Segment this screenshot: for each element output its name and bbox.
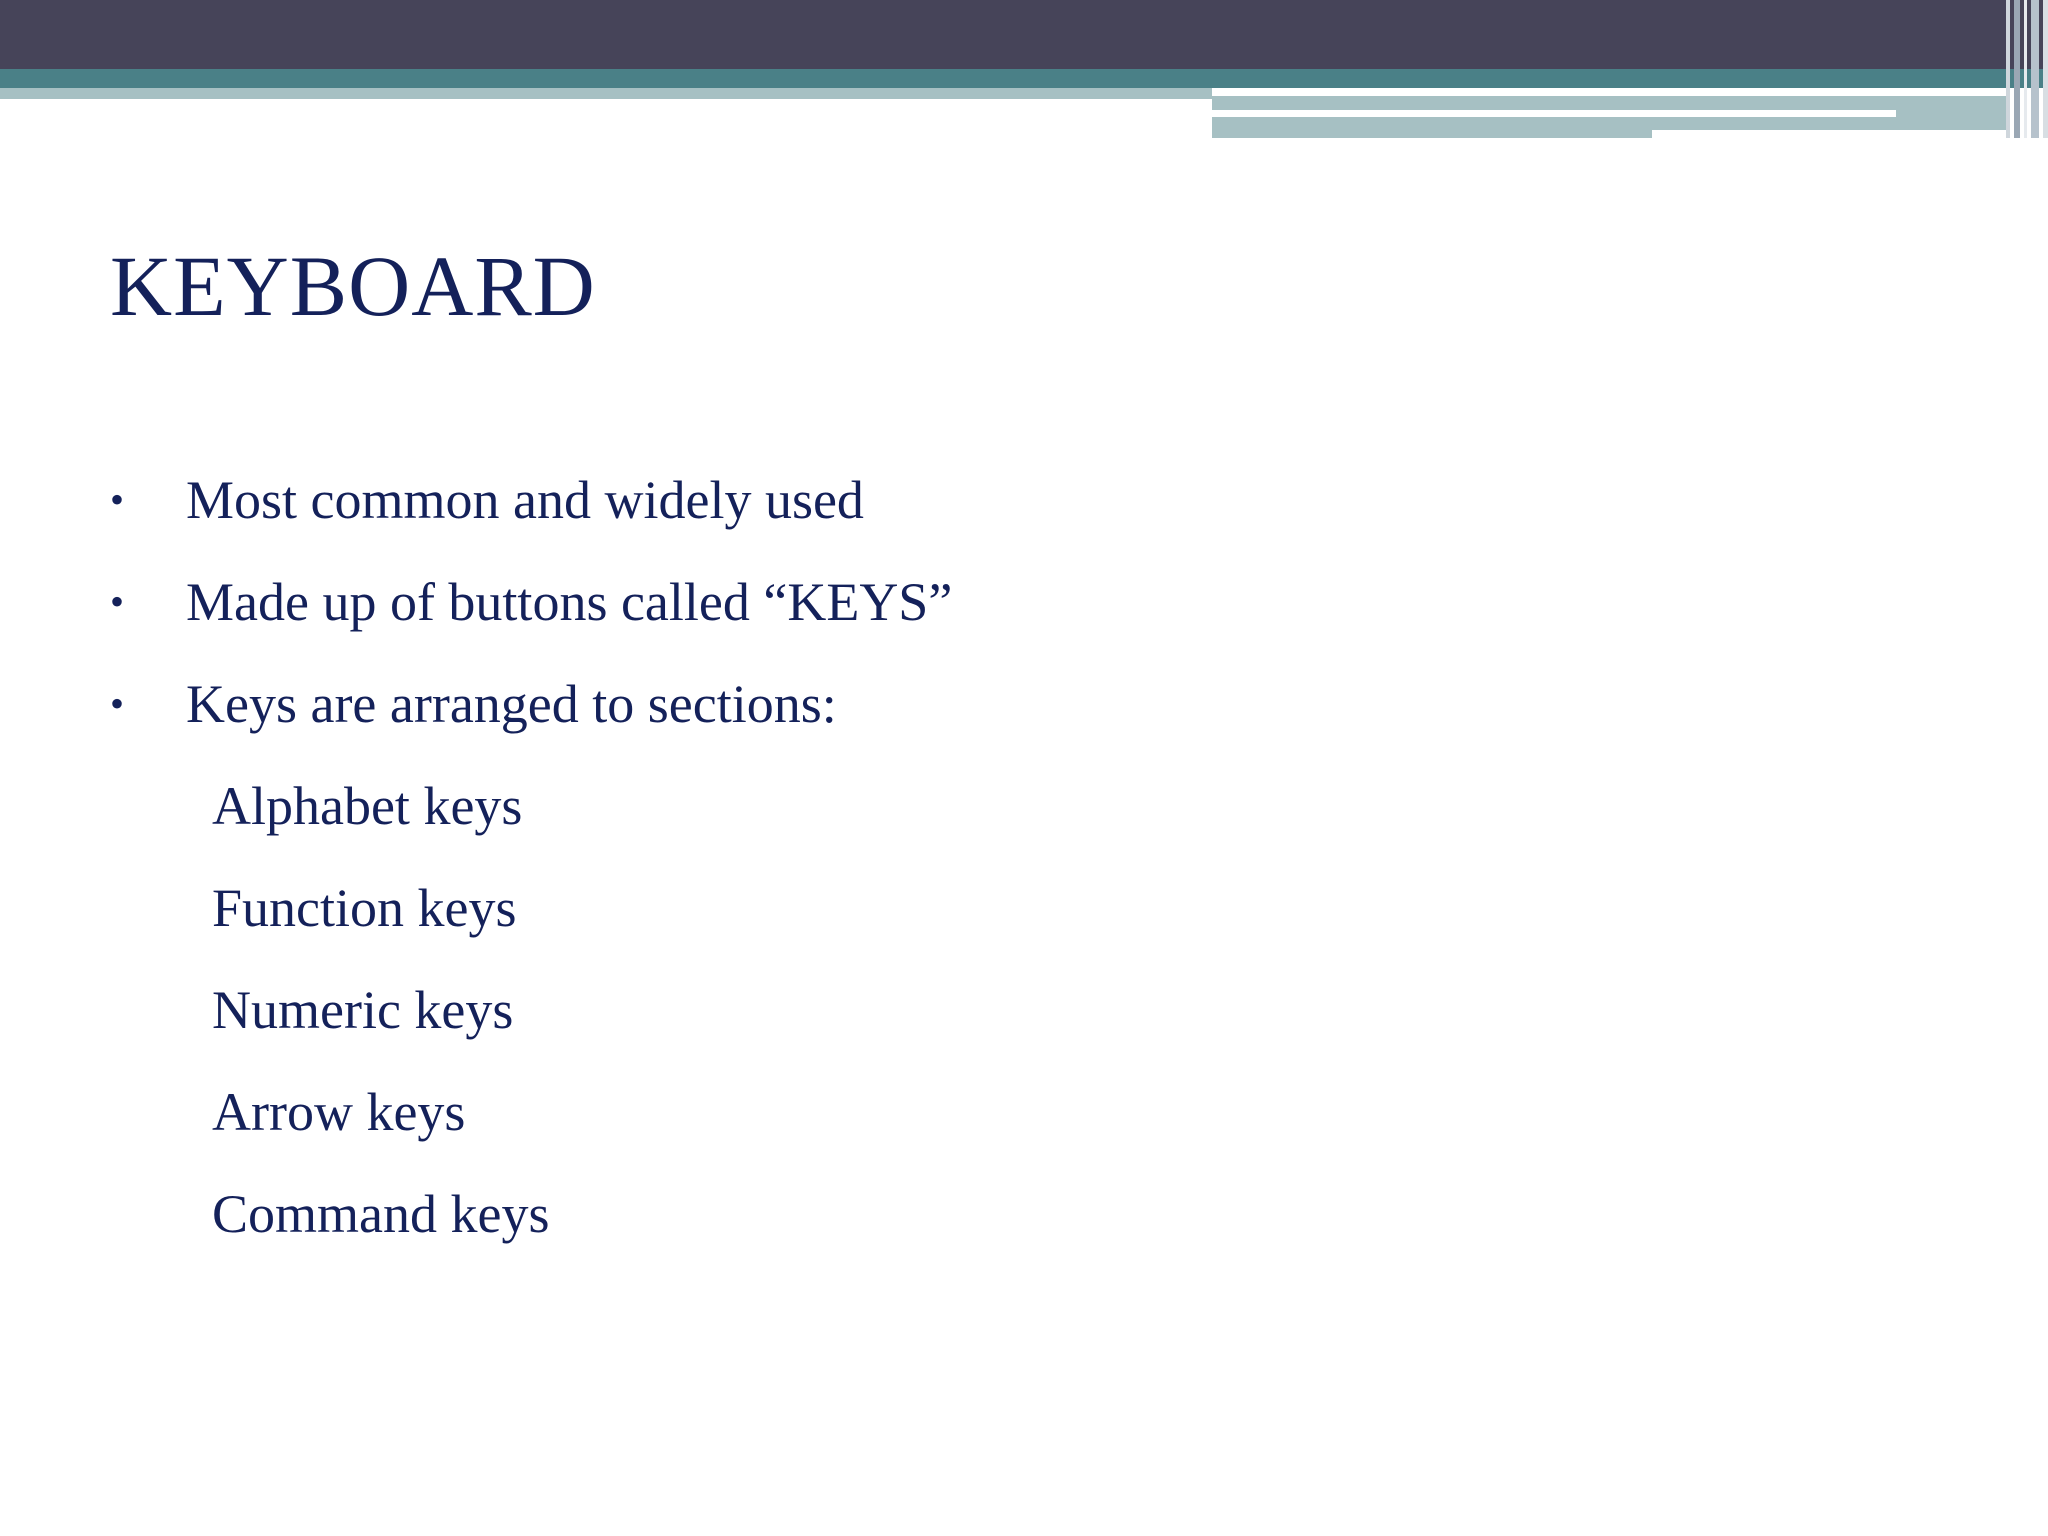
slide-title: KEYBOARD <box>110 238 596 334</box>
bullet-item <box>110 460 1910 562</box>
bullet-text: Most common and widely used <box>186 470 864 530</box>
stripe <box>2014 0 2020 138</box>
header-band-light-left <box>0 88 1212 99</box>
bullet-marker: • <box>110 681 125 726</box>
subitem-function-keys: Function keys <box>212 878 517 938</box>
stripe <box>2024 0 2027 138</box>
slide-content <box>110 460 1910 1276</box>
header-stripes <box>1988 0 2048 138</box>
bullet-marker: • <box>110 579 125 624</box>
stripe <box>2031 0 2039 138</box>
bullet-text: Keys are arranged to sections: <box>186 674 837 734</box>
stripe <box>2043 0 2048 138</box>
bullet-list <box>110 460 1910 766</box>
bullet-text: Made up of buttons called “KEYS” <box>186 572 953 632</box>
header-band-teal <box>0 69 2048 88</box>
bullet-item <box>110 664 1910 766</box>
header-band-light-notch <box>1212 130 1652 138</box>
stripe <box>2006 0 2010 138</box>
subitem-list <box>110 766 1910 1276</box>
header-white-line <box>1212 110 1896 117</box>
subitem-alphabet-keys: Alphabet keys <box>212 776 523 836</box>
subitem-arrow-keys: Arrow keys <box>212 1082 466 1142</box>
subitem-numeric-keys: Numeric keys <box>212 980 514 1040</box>
bullet-marker: • <box>110 477 125 522</box>
bullet-item <box>110 562 1910 664</box>
subitem-command-keys: Command keys <box>212 1184 550 1244</box>
header-white-notch <box>1652 130 2012 138</box>
header-band-dark <box>0 0 2048 69</box>
